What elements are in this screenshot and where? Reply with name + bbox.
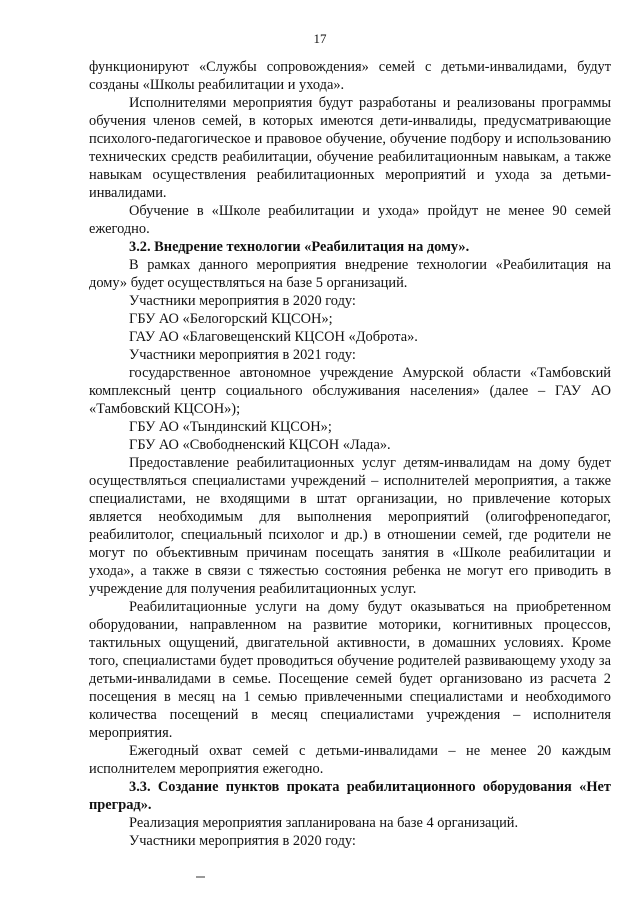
list-item: ГБУ АО «Белогорский КЦСОН»;	[129, 311, 333, 327]
scan-mark	[196, 876, 205, 878]
list-item: ГБУ АО «Свободненский КЦСОН «Лада».	[129, 437, 391, 453]
paragraph: Участники мероприятия в 2020 году:	[129, 293, 356, 309]
paragraph: Ежегодный охват семей с детьми-инвалидами – не менее 20 каждым исполнителем мероприятия ежегодно.	[89, 743, 611, 777]
list-item: ГБУ АО «Тындинский КЦСОН»;	[129, 419, 332, 435]
paragraph: Обучение в «Школе реабилитации и ухода» пройдут не менее 90 семей ежегодно.	[89, 203, 611, 237]
paragraph: Реабилитационные услуги на дому будут оказываться на приобретенном оборудовании, направленном на развитие моторики, когнитивных процессов, тактильных ощущений, двигательной активности, в домашних условиях. Кроме того, специалистами будет проводиться обучение родителей развивающему уходу за детьми-инвалидами в семье. Посещение семей будет организовано из расчета 2 посещения в месяц на 1 семью привлеченными специалистами и необходимого количества посещений в месяц специалистами учреждения – исполнителя мероприятия.	[89, 599, 611, 741]
paragraph: Реализация мероприятия запланирована на базе 4 организаций.	[129, 815, 519, 831]
paragraph: В рамках данного мероприятия внедрение технологии «Реабилитация на дому» будет осуществляться на базе 5 организаций.	[89, 257, 611, 291]
section-heading: 3.3. Создание пунктов проката реабилитационного оборудования «Нет преград».	[89, 779, 611, 813]
paragraph: Предоставление реабилитационных услуг детям-инвалидам на дому будет осуществляться специалистами учреждений – исполнителей мероприятия, а также специалистами, не входящими в штат организации, но привлечение которых является необходимым для выполнения мероприятий (олигофренопедагог, реабилитолог, специальный психолог и др.) в отношении семей, где родители не могут по объективным причинам посещать занятия в «Школе реабилитации и ухода», а также в связи с тяжестью состояния ребенка не могут его приводить в учреждение для получения реабилитационных услуг.	[89, 455, 611, 597]
list-item: ГАУ АО «Благовещенский КЦСОН «Доброта».	[129, 329, 418, 345]
page-number: 17	[313, 31, 327, 46]
section-heading: 3.2. Внедрение технологии «Реабилитация на дому».	[129, 239, 470, 255]
paragraph: Исполнителями мероприятия будут разработаны и реализованы программы обучения членов семей, в которых имеются дети-инвалиды, предусматривающие психолого-педагогическое и правовое обучение, обучение подбору и использованию технических средств реабилитации, обучение реабилитационным навыкам, а также навыкам осуществления реабилитационных мероприятий и ухода за детьми-инвалидами.	[89, 95, 611, 201]
paragraph: Участники мероприятия в 2020 году:	[129, 833, 356, 849]
document-body	[89, 58, 611, 850]
paragraph: Участники мероприятия в 2021 году:	[129, 347, 356, 363]
paragraph: функционируют «Службы сопровождения» семей с детьми-инвалидами, будут созданы «Школы реабилитации и ухода».	[89, 59, 611, 93]
paragraph: государственное автономное учреждение Амурской области «Тамбовский комплексный центр социального обслуживания населения» (далее – ГАУ АО «Тамбовский КЦСОН»);	[89, 365, 611, 417]
